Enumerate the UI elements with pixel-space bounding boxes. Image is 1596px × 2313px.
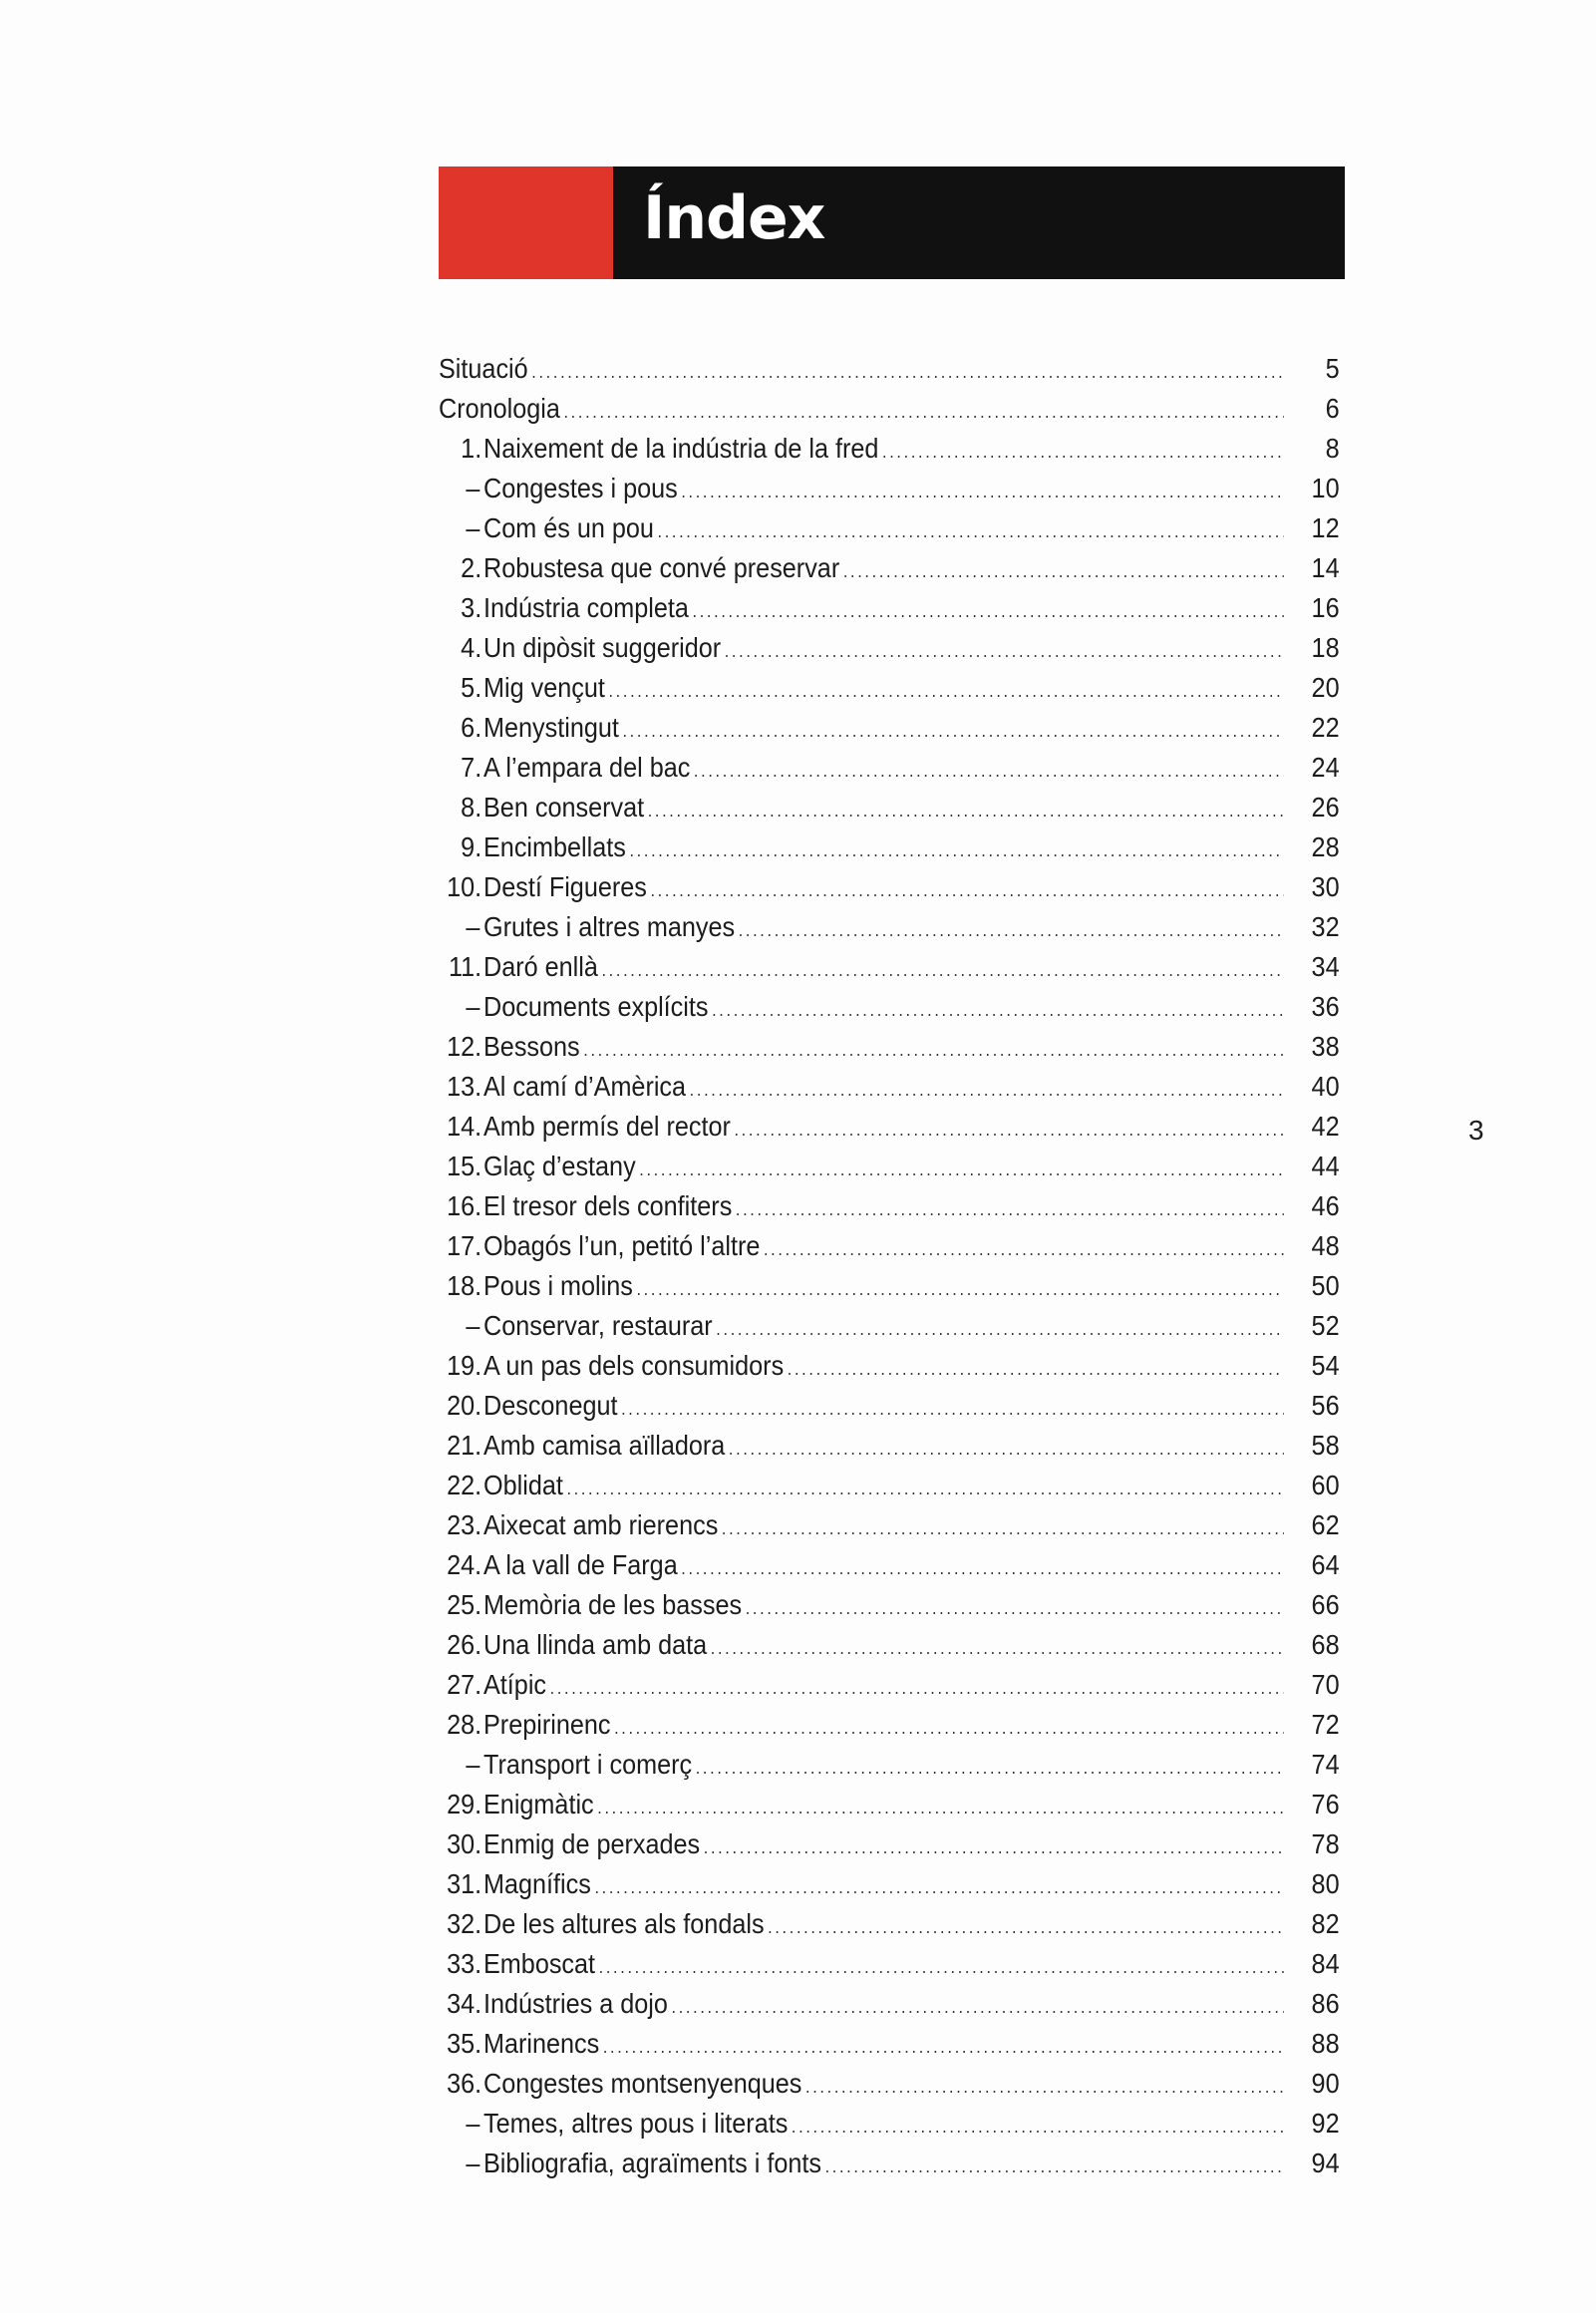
dot-leader [639,1150,1284,1189]
toc-entry-page: 5 [1325,353,1340,384]
dot-leader [716,1309,1284,1349]
toc-entry-page: 70 [1311,1669,1340,1700]
dot-leader [658,511,1284,551]
dot-leader [711,1628,1284,1668]
toc-entry [439,947,1340,987]
dot-leader [696,1748,1284,1788]
toc-entry-number: 32. [447,1908,482,1939]
toc-entry-number: 25. [447,1589,482,1620]
toc-entry-page: 64 [1311,1549,1340,1580]
toc-entry [439,1346,1340,1386]
toc-entry-label: Com és un pou [483,512,654,543]
page-title: Índex [643,183,825,253]
toc-entry-label: Emboscat [483,1948,596,1979]
dot-leader [636,1269,1283,1309]
index-header [439,166,1345,279]
toc-entry-page: 42 [1311,1111,1340,1142]
toc-entry-number: – [466,2148,480,2178]
dot-leader [563,392,1283,432]
toc-entry-number: 9. [461,831,482,862]
toc-entry-number: 11. [449,951,482,982]
toc-entry [439,1785,1340,1824]
toc-entry [439,827,1340,867]
toc-entry-number: 23. [447,1509,482,1540]
toc-entry [439,1984,1340,2024]
toc-entry-label: Congestes montsenyenques [483,2068,802,2099]
toc-entry [439,628,1340,668]
toc-entry-number: 26. [447,1629,482,1660]
toc-entry [439,429,1340,469]
toc-entry-label: A la vall de Farga [483,1549,678,1580]
toc-entry-page: 78 [1311,1828,1340,1859]
dot-leader [531,352,1284,392]
toc-entry-number: 24. [447,1549,482,1580]
toc-entry-label: Memòria de les basses [483,1589,743,1620]
toc-entry-number: 28. [447,1709,482,1740]
toc-entry-number: 10. [447,871,482,902]
dot-leader [693,591,1284,631]
toc-entry-page: 30 [1311,871,1340,902]
toc-entry-page: 26 [1311,792,1340,823]
dot-leader [550,1668,1284,1708]
toc-entry-label: A l’empara del bac [483,752,691,783]
toc-entry-page: 48 [1311,1230,1340,1261]
toc-entry [439,867,1340,907]
toc-entry-page: 6 [1325,393,1340,424]
toc-entry-label: Destí Figueres [483,871,647,902]
toc-entry [439,1904,1340,1944]
dot-leader [843,551,1284,591]
toc-entry-label: Atípic [483,1669,547,1700]
toc-entry-page: 36 [1311,991,1340,1022]
toc-entry-number: 7. [461,752,482,783]
toc-entry [439,349,1340,389]
toc-entry-page: 50 [1311,1270,1340,1301]
toc-entry [439,2064,1340,2104]
toc-entry-label: Marinencs [483,2028,600,2059]
toc-entry-page: 84 [1311,1948,1340,1979]
dot-leader [734,1110,1283,1150]
toc-entry [439,1147,1340,1186]
toc-entry [439,389,1340,429]
dot-leader [805,2067,1284,2107]
toc-entry-number: 19. [447,1350,482,1381]
toc-entry-label: Menystingut [483,712,619,743]
toc-entry-page: 94 [1311,2148,1340,2178]
dot-leader [681,472,1283,511]
toc-entry-label: Un dipòsit suggeridor [483,632,722,663]
dot-leader [788,1349,1284,1389]
toc-entry-number: 33. [447,1948,482,1979]
toc-entry-label: A un pas dels consumidors [483,1350,785,1381]
dot-leader [681,1548,1283,1588]
toc-entry-number: 30. [447,1828,482,1859]
toc-entry [439,708,1340,748]
toc-entry [439,1107,1340,1147]
toc-entry-page: 74 [1311,1749,1340,1780]
toc-entry-page: 86 [1311,1988,1340,2019]
dot-leader [597,1788,1284,1827]
toc-entry [439,1944,1340,1984]
dot-leader [739,910,1284,950]
dot-leader [792,2107,1284,2147]
toc-entry-page: 56 [1311,1390,1340,1421]
toc-entry-page: 54 [1311,1350,1340,1381]
dot-leader [614,1708,1284,1748]
toc-entry-page: 20 [1311,672,1340,703]
toc-entry-label: Situació [439,353,528,384]
dot-leader [622,711,1283,751]
toc-entry-page: 28 [1311,831,1340,862]
toc-entry-label: Enigmàtic [483,1789,594,1819]
toc-entry-label: Oblidat [483,1470,563,1500]
dot-leader [712,990,1284,1030]
toc-entry-page: 32 [1311,911,1340,942]
toc-entry-label: Enmig de perxades [483,1828,701,1859]
toc-entry [439,1027,1340,1067]
toc-entry [439,1306,1340,1346]
toc-entry [439,1545,1340,1585]
dot-leader [768,1907,1284,1947]
toc-entry-number: – [466,512,480,543]
toc-entry-page: 8 [1325,433,1340,464]
toc-entry-label: Indústria completa [483,592,689,623]
toc-entry-label: De les altures als fondals [483,1908,765,1939]
toc-entry-page: 12 [1311,512,1340,543]
toc-entry [439,668,1340,708]
toc-entry-label: Naixement de la indústria de la fred [483,433,879,464]
toc-entry-number: 17. [447,1230,482,1261]
toc-entry-label: Glaç d’estany [483,1151,636,1181]
toc-entry-number: 2. [461,552,482,583]
toc-entry-label: Bessons [483,1031,580,1062]
toc-entry-label: Ben conservat [483,792,645,823]
dot-leader [601,950,1283,990]
table-of-contents [439,349,1340,2183]
toc-entry-label: Congestes i pous [483,473,678,503]
toc-entry-label: Mig vençut [483,672,605,703]
toc-entry-label: Bibliografia, agraïments i fonts [483,2148,821,2178]
toc-entry-page: 38 [1311,1031,1340,1062]
toc-entry-label: Conservar, restaurar [483,1310,713,1341]
dot-leader [650,870,1283,910]
toc-entry-number: 20. [447,1390,482,1421]
dot-leader [725,631,1284,671]
toc-entry-number: 1. [461,433,482,464]
toc-entry-label: Magnífics [483,1868,591,1899]
dot-leader [603,2027,1284,2067]
toc-entry-page: 88 [1311,2028,1340,2059]
page-number: 3 [1468,1115,1484,1146]
toc-entry-label: Al camí d’Amèrica [483,1071,687,1102]
toc-entry [439,1824,1340,1864]
toc-entry-label: Desconegut [483,1390,618,1421]
toc-entry [439,2144,1340,2183]
toc-entry [439,2104,1340,2144]
toc-entry [439,508,1340,548]
toc-entry-page: 18 [1311,632,1340,663]
toc-entry-number: 5. [461,672,482,703]
toc-entry-number: 27. [447,1669,482,1700]
toc-entry-page: 60 [1311,1470,1340,1500]
toc-entry-number: – [466,2108,480,2139]
dot-leader [583,1030,1284,1070]
toc-entry-label: Cronologia [439,393,560,424]
dot-leader [736,1189,1284,1229]
toc-entry-page: 10 [1311,473,1340,503]
dot-leader [608,671,1283,711]
toc-entry-page: 14 [1311,552,1340,583]
toc-entry-label: Encimbellats [483,831,626,862]
toc-entry-number: 4. [461,632,482,663]
toc-entry-number: 16. [447,1190,482,1221]
toc-entry [439,2024,1340,2064]
dot-leader [690,1070,1284,1110]
toc-entry-page: 92 [1311,2108,1340,2139]
toc-entry [439,748,1340,788]
toc-entry-label: Grutes i altres manyes [483,911,736,942]
dot-leader [729,1429,1284,1469]
toc-entry [439,907,1340,947]
toc-entry [439,987,1340,1027]
toc-entry-number: 29. [447,1789,482,1819]
toc-entry [439,1226,1340,1266]
toc-entry-number: – [466,911,480,942]
toc-entry-number: 36. [447,2068,482,2099]
toc-entry-label: Una llinda amb data [483,1629,708,1660]
toc-entry [439,1186,1340,1226]
toc-entry-page: 44 [1311,1151,1340,1181]
toc-entry-number: 35. [447,2028,482,2059]
toc-entry-page: 76 [1311,1789,1340,1819]
toc-entry [439,1067,1340,1107]
toc-entry [439,1466,1340,1505]
toc-entry-number: 13. [447,1071,482,1102]
toc-entry-label: Daró enllà [483,951,598,982]
dot-leader [704,1827,1284,1867]
toc-entry-page: 72 [1311,1709,1340,1740]
toc-entry [439,1745,1340,1785]
toc-entry-label: Transport i comerç [483,1749,693,1780]
toc-entry-label: Amb permís del rector [483,1111,731,1142]
toc-entry-number: 15. [447,1151,482,1181]
dot-leader [621,1389,1284,1429]
toc-entry [439,1386,1340,1426]
toc-entry-page: 68 [1311,1629,1340,1660]
dot-leader [722,1508,1284,1548]
toc-entry-number: 21. [447,1430,482,1461]
toc-entry [439,548,1340,588]
toc-entry-number: 22. [447,1470,482,1500]
toc-entry-label: El tresor dels confiters [483,1190,733,1221]
toc-entry-label: Robustesa que convé preservar [483,552,840,583]
toc-entry-number: – [466,473,480,503]
toc-entry [439,1864,1340,1904]
dot-leader [629,830,1283,870]
dot-leader [694,751,1284,791]
toc-entry-number: 6. [461,712,482,743]
dot-leader [825,2147,1284,2186]
toc-entry-number: 31. [447,1868,482,1899]
toc-entry [439,1426,1340,1466]
toc-entry-label: Indústries a dojo [483,1988,668,2019]
toc-entry [439,1625,1340,1665]
toc-entry-label: Aixecat amb rierencs [483,1509,719,1540]
dot-leader [566,1469,1283,1508]
toc-entry-page: 80 [1311,1868,1340,1899]
toc-entry-page: 62 [1311,1509,1340,1540]
header-red-block [439,166,613,279]
toc-entry [439,469,1340,508]
toc-entry [439,1505,1340,1545]
dot-leader [672,1987,1284,2027]
toc-entry-page: 66 [1311,1589,1340,1620]
toc-entry-page: 58 [1311,1430,1340,1461]
dot-leader [764,1229,1284,1269]
toc-entry-page: 52 [1311,1310,1340,1341]
toc-entry-label: Pous i molins [483,1270,633,1301]
toc-entry-number: – [466,1310,480,1341]
dot-leader [594,1867,1283,1907]
toc-entry [439,1585,1340,1625]
toc-entry-number: 14. [447,1111,482,1142]
toc-entry-label: Documents explícits [483,991,709,1022]
toc-entry-number: 3. [461,592,482,623]
toc-entry [439,1705,1340,1745]
toc-entry-number: – [466,1749,480,1780]
toc-entry-number: – [466,991,480,1022]
toc-entry-page: 24 [1311,752,1340,783]
toc-entry-number: 8. [461,792,482,823]
toc-entry-label: Amb camisa aïlladora [483,1430,726,1461]
dot-leader [882,432,1284,472]
toc-entry [439,1665,1340,1705]
toc-entry-page: 46 [1311,1190,1340,1221]
toc-entry-page: 82 [1311,1908,1340,1939]
toc-entry [439,788,1340,827]
dot-leader [599,1947,1284,1987]
toc-entry-number: 34. [447,1988,482,2019]
toc-entry-number: 18. [447,1270,482,1301]
toc-entry-page: 22 [1311,712,1340,743]
toc-entry-page: 34 [1311,951,1340,982]
toc-entry-number: 12. [447,1031,482,1062]
toc-entry-page: 40 [1311,1071,1340,1102]
toc-entry-label: Temes, altres pous i literats [483,2108,789,2139]
toc-entry [439,1266,1340,1306]
toc-entry-page: 90 [1311,2068,1340,2099]
dot-leader [746,1588,1284,1628]
toc-entry-page: 16 [1311,592,1340,623]
header-black-block [613,166,1345,279]
toc-entry-label: Prepirinenc [483,1709,611,1740]
toc-entry [439,588,1340,628]
toc-entry-label: Obagós l’un, petitó l’altre [483,1230,761,1261]
dot-leader [648,791,1284,830]
